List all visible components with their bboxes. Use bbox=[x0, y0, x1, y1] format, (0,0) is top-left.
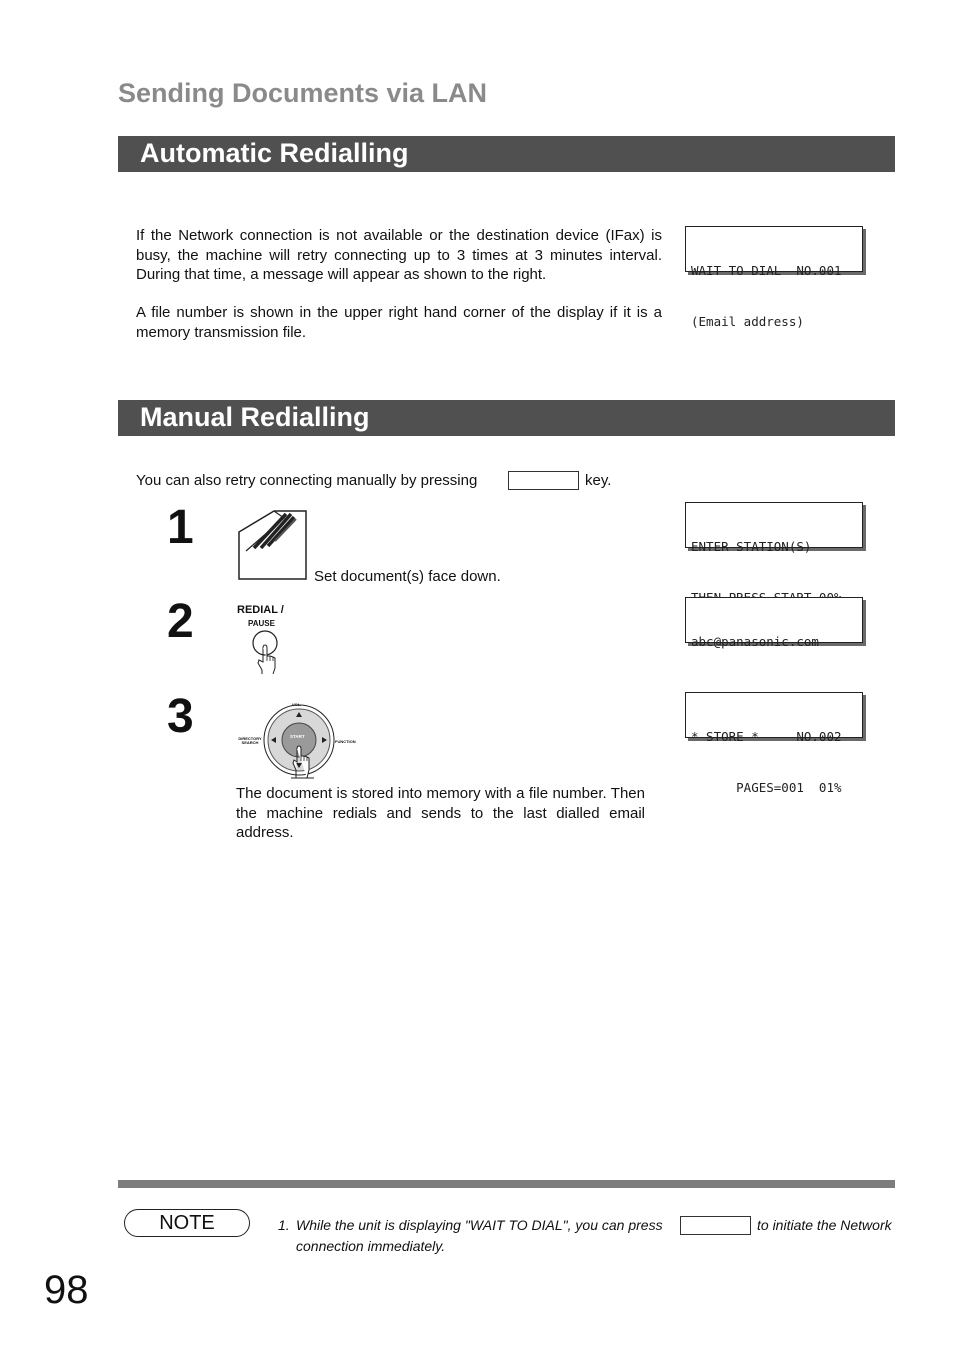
chapter-title: Sending Documents via LAN bbox=[118, 78, 488, 108]
lcd-display-wait-to-dial bbox=[685, 226, 863, 329]
lcd-line-2: PAGES=001 01% bbox=[691, 780, 842, 795]
step-number-2: 2 bbox=[167, 595, 194, 648]
note-line-1-before: While the unit is displaying "WAIT TO DIAL", you can press bbox=[296, 1217, 663, 1233]
step-3-caption: The document is stored into memory with a file number. Then the machine redials and sends to the last dialled email address. bbox=[236, 785, 645, 841]
start-key-dial-icon bbox=[236, 698, 362, 780]
dial-label-start: START bbox=[290, 734, 305, 739]
step-1-caption: Set document(s) face down. bbox=[314, 568, 501, 585]
lcd-display-step-3 bbox=[685, 692, 863, 795]
note-line-2: connection immediately. bbox=[296, 1238, 446, 1254]
lcd-line-2: (Email address) bbox=[691, 314, 804, 329]
redial-key-placeholder bbox=[508, 471, 579, 490]
redial-key-label-top: REDIAL / bbox=[237, 604, 284, 616]
lcd-line-1: ENTER STATION(S) bbox=[691, 539, 812, 554]
page-number: 98 bbox=[44, 1268, 89, 1312]
dial-label-vol: VOL. bbox=[292, 702, 302, 707]
redial-pause-key-icon bbox=[248, 630, 282, 676]
footer-divider bbox=[118, 1180, 895, 1188]
step-number-1: 1 bbox=[167, 501, 194, 554]
dial-label-directory-search: DIRECTORY SEARCH bbox=[238, 736, 262, 745]
lcd-line-1: WAIT TO DIAL NO.001 bbox=[691, 263, 842, 278]
manual-redial-intro-after: key. bbox=[585, 472, 612, 489]
auto-redial-paragraph-1: If the Network connection is not available or the destination device (IFax) is busy, the machine will retry connecting up to 3 times at 3 minutes interval. During that time, a message will appear as shown to the right. bbox=[136, 227, 662, 283]
note-badge: NOTE bbox=[124, 1209, 250, 1237]
note-key-placeholder bbox=[680, 1216, 751, 1235]
document-feed-icon bbox=[236, 508, 308, 582]
section-header-automatic-redialling bbox=[118, 136, 895, 172]
section-header-manual-redialling bbox=[118, 400, 895, 436]
dial-label-function: FUNCTION bbox=[335, 739, 356, 744]
note-line-1-after: to initiate the Network bbox=[757, 1217, 892, 1233]
step-number-3: 3 bbox=[167, 690, 194, 743]
redial-key-label-bottom: PAUSE bbox=[248, 619, 275, 628]
note-item-number: 1. bbox=[278, 1217, 290, 1233]
lcd-display-step-1 bbox=[685, 502, 863, 554]
auto-redial-paragraph-2: A file number is shown in the upper right hand corner of the display if it is a memory transmission file. bbox=[136, 304, 662, 341]
lcd-display-step-2 bbox=[685, 597, 863, 649]
lcd-line-1: abc@panasonic.com bbox=[691, 634, 819, 649]
manual-redial-intro-before: You can also retry connecting manually by pressing bbox=[136, 472, 478, 489]
lcd-line-1: * STORE * NO.002 bbox=[691, 729, 842, 744]
section-title: Manual Redialling bbox=[140, 402, 370, 432]
section-title: Automatic Redialling bbox=[140, 138, 409, 168]
